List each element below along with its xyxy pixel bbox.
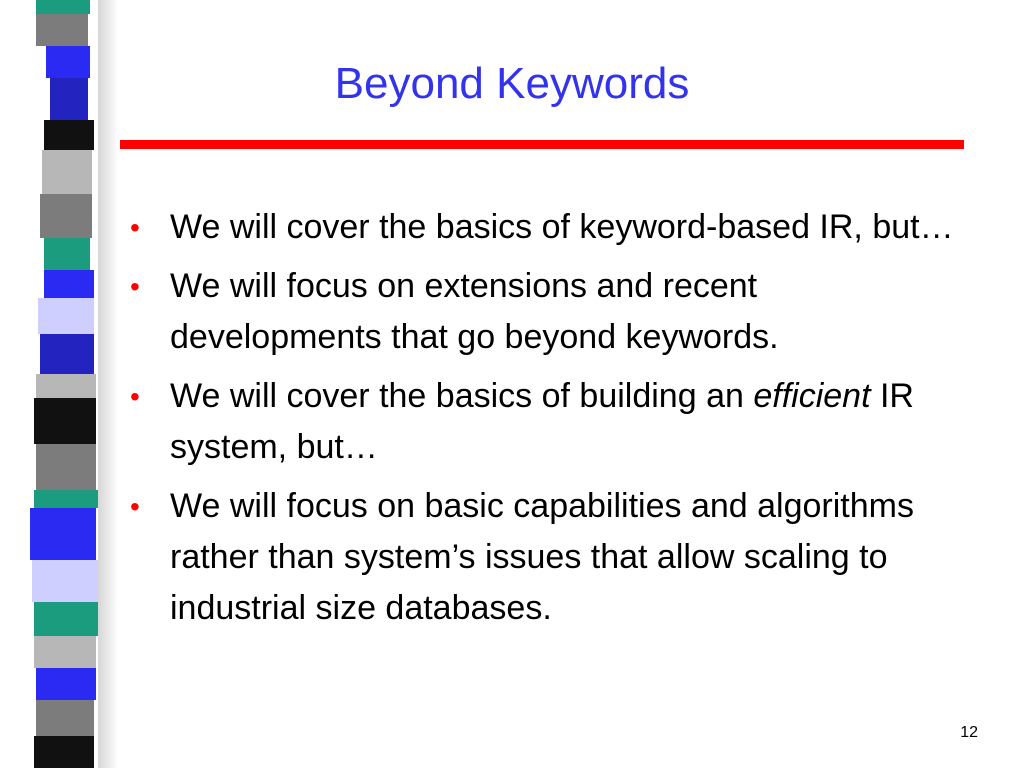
bullet-text: We will cover the basics of keyword-based IR, but… (170, 208, 954, 246)
band-segment (36, 700, 94, 736)
band-segment (40, 334, 94, 374)
band-segment (44, 120, 94, 150)
band-segment (36, 14, 88, 46)
bullet-list (130, 202, 970, 642)
band-segment (30, 508, 96, 560)
band-segment (34, 736, 94, 768)
decorative-band (0, 0, 118, 768)
band-segment (36, 374, 96, 398)
band-segment (44, 238, 90, 270)
bullet-text-emphasis: efficient (753, 377, 871, 415)
bullet-text: We will focus on basic capabilities and algorithms rather than system’s issues that allow scaling to industrial size databases. (170, 487, 914, 627)
band-segment (40, 194, 92, 238)
band-segment (38, 298, 94, 334)
band-segment (36, 0, 90, 14)
band-segment (46, 46, 90, 78)
page-number: 12 (960, 724, 978, 741)
slide-title: Beyond Keywords (334, 59, 690, 108)
bullet-icon: • (130, 381, 140, 412)
bullet-icon: • (130, 271, 140, 302)
bullet-item (130, 261, 970, 363)
band-segment (42, 150, 92, 194)
band-segment (36, 444, 96, 490)
bullet-item (130, 371, 970, 473)
band-segment (34, 398, 96, 444)
band-segment (34, 602, 98, 636)
bullet-item (130, 481, 970, 634)
bullet-icon: • (130, 491, 140, 522)
bullet-item (130, 202, 970, 253)
bullet-text-pre: We will cover the basics of building an (170, 377, 754, 415)
band-segment (50, 78, 88, 120)
bullet-text-post: IR system, but… (170, 377, 914, 466)
band-segment (36, 668, 96, 700)
band-segment (34, 636, 96, 668)
bullet-text: We will focus on extensions and recent developments that go beyond keywords. (170, 267, 779, 356)
band-shadow (98, 0, 118, 768)
band-segment (34, 490, 98, 508)
band-segment (32, 560, 98, 602)
band-segment (44, 270, 94, 298)
title-underline (120, 140, 964, 149)
bullet-icon: • (130, 212, 140, 243)
